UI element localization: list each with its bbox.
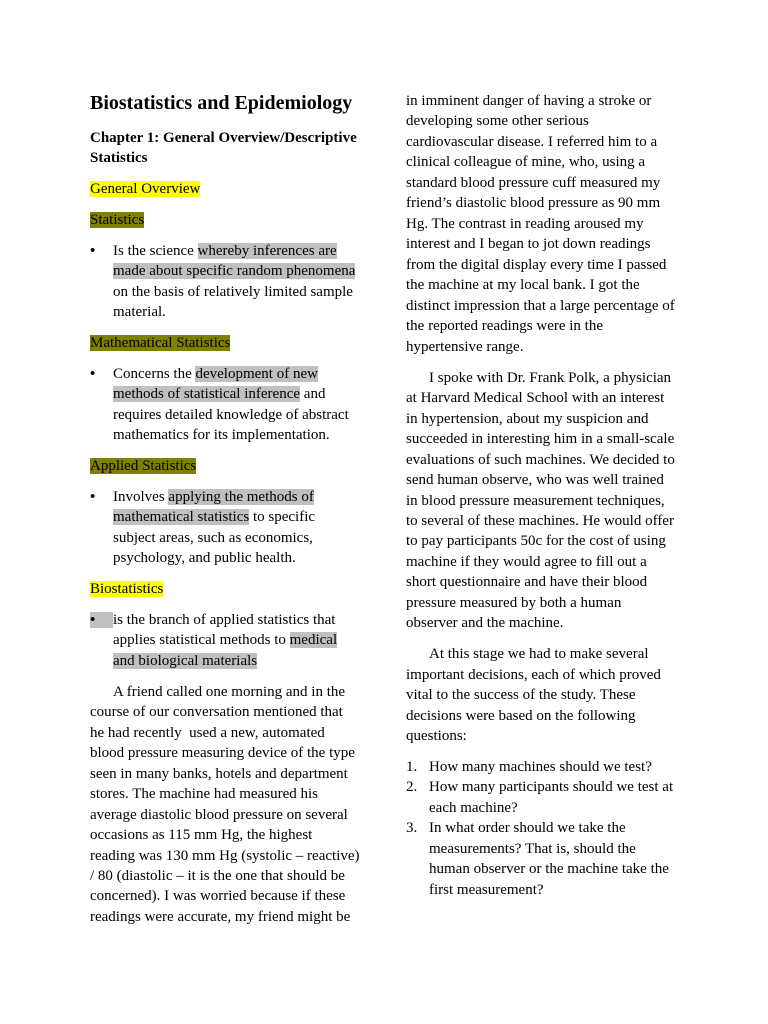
text-run: Involves: [113, 488, 169, 505]
text-line: [406, 296, 746, 316]
text-run: questions:: [406, 728, 467, 745]
text-line: [90, 333, 390, 353]
text-run: the machine at my local bank. I got the: [406, 277, 640, 294]
text-line: [90, 579, 390, 599]
text-line: [113, 261, 390, 281]
highlighted-text: Biostatistics: [90, 581, 164, 598]
text-run: average diastolic blood pressure on several: [90, 806, 348, 823]
numbered-list-item: [406, 757, 746, 777]
text-line: [406, 685, 746, 705]
text-run: In what order should we take the: [429, 820, 626, 837]
text-run: to several of these machines. He would offer: [406, 512, 674, 529]
text-run: distinct impression that a large percentage of: [406, 297, 675, 314]
text-line: [90, 210, 390, 230]
text-run: to specific: [249, 509, 316, 526]
text-run: he had recently used a new, automated: [90, 724, 325, 741]
list-number: 3.: [406, 820, 418, 837]
highlighted-text: Mathematical Statistics: [90, 335, 231, 352]
text-run: developing some other serious: [406, 113, 589, 130]
text-line: [406, 132, 746, 152]
text-run: in blood pressure measurement techniques,: [406, 492, 665, 509]
text-line: [113, 528, 390, 548]
text-run: decisions were based on the following: [406, 707, 636, 724]
document-title: [90, 90, 390, 117]
section-label-biostatistics: [90, 579, 390, 599]
text-line: [406, 193, 746, 213]
left-column-body: [90, 179, 390, 927]
bullet-item: [90, 487, 390, 569]
text-line: [113, 610, 390, 630]
text-line: [406, 593, 746, 613]
text-line: [90, 784, 390, 804]
text-line: [429, 839, 746, 859]
text-line: [406, 255, 746, 275]
text-run: I spoke with Dr. Frank Polk, a physician: [429, 369, 672, 386]
text-run: each machine?: [429, 799, 518, 816]
text-line: [113, 302, 390, 322]
highlighted-text: and biological materials: [113, 652, 258, 669]
text-line: [406, 470, 746, 490]
text-line: [113, 405, 390, 425]
text-line: [90, 743, 390, 763]
text-run: hypertensive range.: [406, 338, 524, 355]
text-run: clinical colleague of mine, who, using a: [406, 154, 646, 171]
text-line: [406, 388, 746, 408]
text-run: machine if they would agree to fill out a: [406, 553, 647, 570]
text-line: [90, 825, 390, 845]
text-run: important decisions, each of which proved: [406, 666, 661, 683]
text-run: blood pressure measuring device of the type: [90, 745, 355, 762]
bullet-item: [90, 241, 390, 323]
text-line: [90, 179, 390, 199]
highlighted-text: development of new: [195, 365, 318, 382]
text-line: [113, 507, 390, 527]
bullet-item: [90, 610, 390, 671]
text-line: [406, 368, 746, 388]
text-run: first measurement?: [429, 881, 544, 898]
body-paragraph: [406, 644, 746, 746]
text-line: [429, 818, 746, 838]
section-label-applied-statistics: [90, 456, 390, 476]
text-line: [406, 91, 746, 111]
text-run: seen in many banks, hotels and department: [90, 765, 348, 782]
text-line: [90, 805, 390, 825]
text-line: [406, 450, 746, 470]
text-run: friend’s diastolic blood pressure as 90 mm: [406, 195, 661, 212]
text-run: in hypertension, about my suspicion and: [406, 410, 649, 427]
bullet-marker: •: [90, 612, 113, 629]
body-paragraph: [406, 91, 746, 357]
text-line: [429, 880, 746, 900]
text-line: [113, 282, 390, 302]
text-run: Hg. The contrast in reading aroused my: [406, 215, 644, 232]
text-line: [113, 241, 390, 261]
text-run: subject areas, such as economics,: [113, 529, 313, 546]
chapter-heading-line: Statistics: [90, 150, 148, 167]
text-line: [406, 429, 746, 449]
text-line: [406, 644, 746, 664]
text-run: the reported readings were in the: [406, 318, 603, 335]
text-run: vital to the success of the study. These: [406, 687, 636, 704]
list-number: 1.: [406, 758, 418, 775]
bullet-item: [90, 364, 390, 446]
text-line: [113, 487, 390, 507]
text-run: occasions as 115 mm Hg, the highest: [90, 827, 313, 844]
text-run: measurements? That is, should the: [429, 840, 636, 857]
highlighted-text: mathematical statistics: [113, 509, 250, 526]
text-run: / 80 (diastolic – it is the one that should be: [90, 867, 345, 884]
text-run: cardiovascular disease. I referred him to a: [406, 133, 658, 150]
document-title-text: Biostatistics and Epidemiology: [90, 92, 353, 114]
text-line: [90, 702, 390, 722]
text-line: [406, 491, 746, 511]
text-run: psychology, and public health.: [113, 550, 296, 567]
text-run: human observer or the machine take the: [429, 861, 669, 878]
text-run: reading was 130 mm Hg (systolic – reactive): [90, 847, 360, 864]
text-line: [429, 798, 746, 818]
text-line: [429, 757, 746, 777]
text-run: A friend called one morning and in the: [113, 683, 346, 700]
text-line: [406, 409, 746, 429]
highlighted-text: Statistics: [90, 212, 145, 229]
right-column: [406, 91, 746, 900]
text-line: [406, 613, 746, 633]
text-line: [406, 316, 746, 336]
text-line: [113, 384, 390, 404]
text-line: [406, 275, 746, 295]
text-run: At this stage we had to make several: [429, 646, 649, 663]
text-line: [113, 364, 390, 384]
text-line: [113, 651, 390, 671]
text-run: from the digital display every time I passed: [406, 256, 667, 273]
section-label-general-overview: [90, 179, 390, 199]
highlighted-text: applying the methods of: [168, 488, 314, 505]
text-run: Concerns the: [113, 365, 196, 382]
text-run: evaluations of such machines. We decided to: [406, 451, 675, 468]
text-run: short questionnaire and have their blood: [406, 574, 648, 591]
text-line: [90, 846, 390, 866]
text-line: [406, 214, 746, 234]
body-paragraph: [406, 368, 746, 634]
text-line: [90, 764, 390, 784]
text-run: course of our conversation mentioned that: [90, 704, 343, 721]
text-line: [113, 548, 390, 568]
text-run: Is the science: [113, 242, 198, 259]
text-line: [90, 866, 390, 886]
highlighted-text: General Overview: [90, 181, 201, 198]
text-run: in imminent danger of having a stroke or: [406, 93, 652, 109]
text-line: [113, 630, 390, 650]
text-line: [406, 511, 746, 531]
text-line: [406, 572, 746, 592]
text-run: readings were accurate, my friend might be: [90, 908, 351, 925]
text-run: standard blood pressure cuff measured my: [406, 174, 661, 191]
text-run: on the basis of relatively limited sample: [113, 283, 353, 300]
text-run: to pay participants 50c for the cost of using: [406, 533, 666, 550]
text-run: at Harvard Medical School with an interest: [406, 390, 665, 407]
chapter-heading-line: Chapter 1: General Overview/Descriptive: [90, 130, 357, 146]
text-line: [90, 723, 390, 743]
highlighted-text: methods of statistical inference: [113, 386, 301, 403]
text-line: [406, 552, 746, 572]
list-number: 2.: [406, 779, 418, 796]
text-line: [406, 173, 746, 193]
text-run: and: [300, 386, 326, 403]
text-run: How many participants should we test at: [429, 779, 674, 796]
text-run: is the branch of applied statistics that: [113, 611, 336, 628]
text-line: [90, 907, 390, 927]
bullet-marker: •: [90, 242, 96, 259]
text-line: [90, 682, 390, 702]
bullet-marker: •: [90, 488, 96, 505]
text-line: [90, 886, 390, 906]
text-line: [406, 152, 746, 172]
text-run: applies statistical methods to: [113, 632, 290, 649]
text-run: stores. The machine had measured his: [90, 786, 318, 803]
text-line: [406, 706, 746, 726]
left-column: [90, 90, 390, 938]
right-column-body: [406, 91, 746, 900]
text-run: pressure measured by both a human: [406, 594, 622, 611]
text-line: [90, 456, 390, 476]
text-line: [406, 531, 746, 551]
highlighted-text: made about specific random phenomena: [113, 263, 356, 280]
text-line: [406, 337, 746, 357]
text-line: [429, 777, 746, 797]
chapter-heading: [90, 128, 390, 169]
numbered-list-item: [406, 777, 746, 818]
highlighted-text: medical: [289, 632, 338, 649]
text-run: succeeded in interesting him in a small-scale: [406, 431, 675, 448]
highlighted-text: Applied Statistics: [90, 458, 197, 475]
text-line: [406, 726, 746, 746]
text-line: [429, 859, 746, 879]
text-run: material.: [113, 304, 166, 321]
numbered-list-item: [406, 818, 746, 900]
text-run: concerned). I was worried because if these: [90, 888, 346, 905]
section-label-mathematical-statistics: [90, 333, 390, 353]
highlighted-text: whereby inferences are: [197, 242, 337, 259]
text-line: [406, 665, 746, 685]
text-line: [406, 111, 746, 131]
section-label-statistics: [90, 210, 390, 230]
text-run: How many machines should we test?: [429, 758, 652, 775]
text-run: interest and I began to jot down readings: [406, 236, 651, 253]
text-line: [113, 425, 390, 445]
text-line: [406, 234, 746, 254]
bullet-marker: •: [90, 365, 96, 382]
text-run: mathematics for its implementation.: [113, 427, 330, 444]
text-run: send human observe, who was well trained: [406, 472, 664, 489]
text-run: requires detailed knowledge of abstract: [113, 406, 349, 423]
text-run: observer and the machine.: [406, 615, 564, 632]
body-paragraph: [90, 682, 390, 928]
